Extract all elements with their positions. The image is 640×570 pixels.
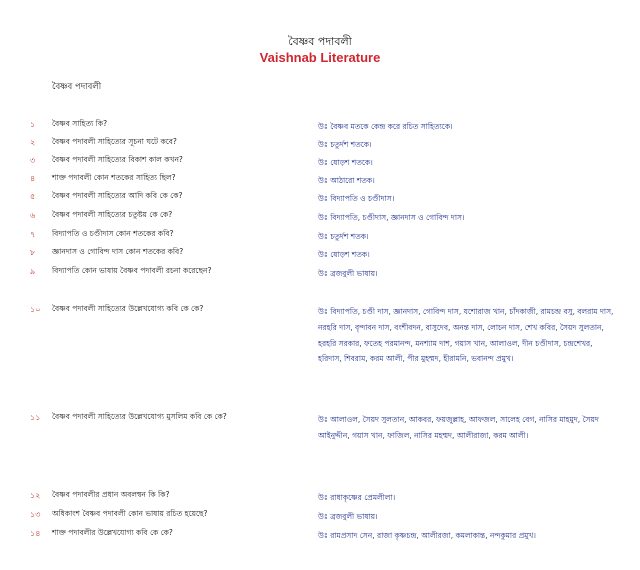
answer-text: উঃ বিদ্যাপতি, চণ্ডী দাস, জ্ঞানদাস, গোবিন্দ দাস, যশোরাজ খান, চাঁদকাজী, রামচন্দ্র বসু, বলরাম দাস, নরহরি দাস, বৃন্দাবন দাস, বংশীবদন, বাসুদেব, অনন্ত দাস, লোচন দাস, শেখ কবির, সৈয়দ সুলতান, হরহরি সরকার, ফতেহ পরমানন্দ, মনশ্যাম দাশ, গয়াস খান, আলাওল, দীন চণ্ডীদাস, চন্দ্রশেখর, হরিদাস, শিবরাম, করম আলী, পীর মুহম্মদ, হীরামনি, ভবানন্দ প্রমুখ। bbox=[318, 307, 614, 364]
answer-text: উঃ রামপ্রসাদ সেন, রাজা কৃষ্ণচন্দ্র, আলীরজা, কমলাকান্ত, নন্দকুমার প্রমুখ। bbox=[318, 531, 536, 540]
question-text: বৈষ্ণব পদাবলীর প্রধান অবলম্বন কি কি? bbox=[52, 490, 170, 499]
question-number: ১৩ bbox=[30, 510, 41, 519]
question-number: ১০ bbox=[30, 305, 41, 314]
question-text: শাক্ত পদাবলীর উল্লেখযোগ্য কবি কে কে? bbox=[52, 528, 173, 537]
question-text: বৈষ্ণব পদাবলী সাহিত্যের সূচনা ঘটে কবে? bbox=[52, 137, 177, 146]
question-text: বৈষ্ণব পদাবলী সাহিত্যের বিকাশ কাল কখন? bbox=[52, 155, 183, 164]
question-text: বৈষ্ণব পদাবলী সাহিত্যের উল্লেখযোগ্য কবি কে কে? bbox=[52, 304, 204, 313]
answer-text: উঃ চতুর্দশ শতকে। bbox=[318, 140, 372, 149]
question-number: ২ bbox=[30, 138, 36, 147]
question-text: বিদ্যাপতি ও চণ্ডীদাস কোন শতকের কবি? bbox=[52, 229, 174, 238]
question-number: ১১ bbox=[30, 413, 41, 422]
question-number: ১৪ bbox=[30, 529, 41, 538]
answer-text: উঃ ষোড়শ শতক। bbox=[318, 250, 370, 259]
answer-text: উঃ রাধাকৃষ্ণের প্রেমলীলা। bbox=[318, 493, 396, 502]
question-number: ৭ bbox=[30, 230, 36, 239]
answer-text: উঃ ব্রজবুলী ভাষায়। bbox=[318, 269, 378, 278]
answer-text: উঃ আলাওল, সৈয়দ সুলতান, আকবর, ফয়জুল্লাহ, আফজল, সালেহ বেগ, নাসির মাহমুদ, সৈয়দ আইনুদ্দীন, গয়াস খান, ফাজিল, নাসির মহম্মদ, আলীরাজা, করম আলী। bbox=[318, 415, 599, 440]
question-number: ১ bbox=[30, 120, 36, 129]
question-text: বিদ্যাপতি কোন ভাষায় বৈষ্ণব পদাবলী রচনা করেছেন? bbox=[52, 266, 212, 275]
question-text: বৈষ্ণব সাহিত্য কি? bbox=[52, 119, 108, 128]
question-number: ৬ bbox=[30, 211, 36, 220]
question-text: বৈষ্ণব পদাবলী সাহিত্যের চতুষ্টয় কে কে? bbox=[52, 210, 173, 219]
question-number: ৩ bbox=[30, 156, 36, 165]
question-text: বৈষ্ণব পদাবলী সাহিত্যের উল্লেখযোগ্য মুসলিম কবি কে কে? bbox=[52, 412, 227, 421]
answer-text: উঃ আঠারো শতক। bbox=[318, 176, 375, 185]
answer-text: উঃ ব্রজবুলী ভাষায়। bbox=[318, 512, 378, 521]
question-text: শাক্ত পদাবলী কোন শতকের সাহিত্য ছিল? bbox=[52, 173, 176, 182]
answer-text: উঃ বিদ্যাপতি, চণ্ডীদাস, জ্ঞানদাস ও গোবিন্দ দাস। bbox=[318, 213, 465, 222]
answer-text: উঃ বিদ্যাপতি ও চণ্ডীদাস। bbox=[318, 194, 395, 203]
question-number: ১২ bbox=[30, 491, 41, 500]
question-number: ৪ bbox=[30, 174, 36, 183]
question-text: জ্ঞানদাস ও গোবিন্দ দাস কোন শতকের কবি? bbox=[52, 247, 184, 256]
question-number: ৮ bbox=[30, 248, 36, 257]
page-title-bengali: বৈষ্ণব পদাবলী bbox=[288, 35, 352, 48]
question-number: ৯ bbox=[30, 267, 36, 276]
answer-text: উঃ চতুর্দশ শতক। bbox=[318, 232, 369, 241]
answer-text: উঃ বৈষ্ণব মতকে কেন্দ্র করে রচিত সাহিত্যকে। bbox=[318, 122, 453, 131]
question-text: বৈষ্ণব পদাবলী সাহিত্যের আদি কবি কে কে? bbox=[52, 191, 183, 200]
answer-text: উঃ ষোড়শ শতকে। bbox=[318, 158, 373, 167]
section-heading: বৈষ্ণব পদাবলী bbox=[52, 82, 102, 92]
question-number: ৫ bbox=[30, 192, 36, 201]
question-text: অধিকাংশ বৈষ্ণব পদাবলী কোন ভাষায় রচিত হয়েছে? bbox=[52, 509, 208, 518]
page-title-english: Vaishnab Literature bbox=[259, 50, 381, 65]
